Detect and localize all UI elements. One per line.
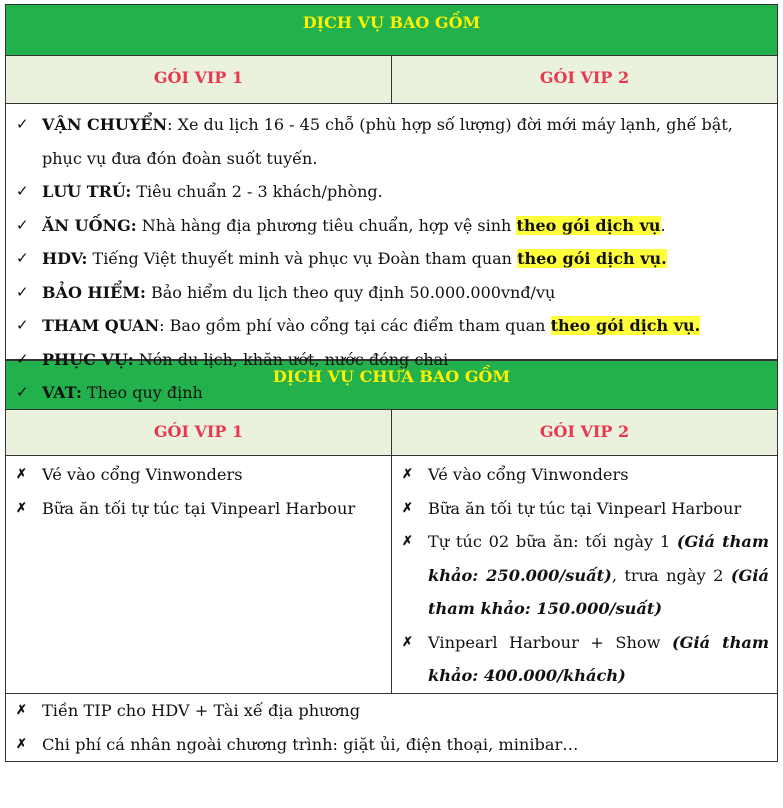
cross-icon: ✗ bbox=[402, 500, 413, 516]
cross-icon: ✗ bbox=[402, 634, 413, 650]
item-text: Vé vào cổng Vinwonders bbox=[428, 465, 629, 484]
check-icon: ✓ bbox=[16, 282, 29, 301]
vip2-excluded-list bbox=[392, 456, 777, 693]
item-key: LƯU TRÚ: bbox=[42, 182, 132, 201]
item-text: Bao gồm phí vào cổng tại các điểm tham quan bbox=[169, 316, 551, 335]
item-key: VAT: bbox=[42, 383, 82, 402]
list-item bbox=[16, 492, 385, 526]
item-end: . bbox=[660, 215, 666, 235]
item-sep: : bbox=[167, 115, 178, 134]
list-item bbox=[16, 242, 769, 276]
check-icon: ✓ bbox=[16, 115, 29, 133]
excluded-col-vip2: GÓI VIP 2 bbox=[539, 422, 630, 441]
item-key: VẬN CHUYỂN bbox=[42, 115, 168, 134]
list-item bbox=[16, 728, 769, 762]
item-text: Xe du lịch 16 - 45 chỗ (phù hợp số lượng) đời mới máy lạnh, ghế bật, phục vụ đưa đón đoàn suốt tuyến. bbox=[42, 115, 733, 168]
services-table bbox=[5, 4, 778, 762]
included-col-vip2: GÓI VIP 2 bbox=[539, 68, 630, 87]
included-header bbox=[5, 4, 778, 56]
item-key: PHỤC VỤ: bbox=[42, 349, 134, 369]
excluded-title: DỊCH VỤ CHƯA BAO GỒM bbox=[272, 367, 511, 386]
cross-icon: ✗ bbox=[402, 534, 413, 549]
item-text: Bảo hiểm du lịch theo quy định 50.000.000vnđ/vụ bbox=[150, 282, 556, 302]
item-text: Bữa ăn tối tự túc tại Vinpearl Harbour bbox=[428, 498, 742, 518]
check-icon: ✓ bbox=[16, 249, 29, 267]
item-text: Tự túc 02 bữa ăn: tối ngày 1 bbox=[428, 532, 677, 551]
check-icon: ✓ bbox=[16, 383, 29, 401]
excluded-col-vip1: GÓI VIP 1 bbox=[6, 410, 392, 455]
price-note: (Giá tham khảo: 150.000/suất) bbox=[428, 565, 769, 618]
list-item bbox=[402, 458, 769, 492]
item-key: ĂN UỐNG: bbox=[42, 215, 137, 235]
included-col-vip1: GÓI VIP 1 bbox=[6, 56, 392, 103]
cross-icon: ✗ bbox=[16, 736, 27, 752]
item-key: THAM QUAN bbox=[42, 316, 160, 335]
item-text: Theo quy định bbox=[87, 383, 203, 402]
list-item bbox=[16, 309, 769, 343]
item-text: Chi phí cá nhân ngoài chương trình: giặt ủi, điện thoại, minibar… bbox=[42, 734, 579, 754]
check-icon: ✓ bbox=[16, 182, 29, 200]
highlight-text: theo gói dịch vụ bbox=[516, 215, 661, 235]
cross-icon: ✗ bbox=[402, 467, 413, 482]
list-item bbox=[402, 525, 769, 626]
item-text: Bữa ăn tối tự túc tại Vinpearl Harbour bbox=[42, 498, 356, 518]
list-item bbox=[16, 108, 769, 175]
item-sep: : bbox=[159, 316, 170, 335]
highlight-text: theo gói dịch vụ. bbox=[517, 249, 667, 268]
check-icon: ✓ bbox=[16, 215, 29, 234]
price-note: (Giá tham khảo: 400.000/khách) bbox=[428, 632, 769, 685]
item-text: Nón du lịch, khăn ướt, nước đóng chai bbox=[138, 349, 449, 369]
item-text: , trưa ngày 2 bbox=[611, 565, 731, 585]
list-item bbox=[402, 626, 769, 693]
price-note: (Giá tham khảo: 250.000/suất) bbox=[428, 532, 769, 585]
list-item bbox=[402, 492, 769, 526]
cross-icon: ✗ bbox=[16, 500, 27, 516]
check-icon: ✓ bbox=[16, 349, 29, 368]
cross-icon: ✗ bbox=[16, 467, 27, 482]
list-item bbox=[16, 694, 769, 728]
excluded-common-list bbox=[5, 694, 778, 762]
list-item bbox=[16, 276, 769, 310]
list-item bbox=[16, 458, 385, 492]
vip1-excluded-list bbox=[6, 456, 392, 693]
item-text: Tiền TIP cho HDV + Tài xế địa phương bbox=[42, 701, 361, 720]
list-item bbox=[16, 209, 769, 243]
included-subheader bbox=[5, 56, 778, 104]
item-text: Vinpearl Harbour + Show bbox=[428, 632, 673, 652]
item-key: HDV: bbox=[42, 249, 88, 268]
check-icon: ✓ bbox=[16, 316, 29, 334]
item-text: Nhà hàng địa phương tiêu chuẩn, hợp vệ sinh bbox=[141, 215, 517, 235]
item-text: Tiếng Việt thuyết minh và phục vụ Đoàn tham quan bbox=[92, 249, 518, 268]
list-item bbox=[16, 175, 769, 209]
excluded-columns bbox=[5, 456, 778, 694]
item-key: BẢO HIỂM: bbox=[42, 282, 146, 302]
highlight-text: theo gói dịch vụ. bbox=[550, 316, 701, 335]
cross-icon: ✗ bbox=[16, 703, 27, 718]
excluded-subheader bbox=[5, 410, 778, 456]
included-title: DỊCH VỤ BAO GỒM bbox=[302, 13, 481, 32]
item-text: Tiêu chuẩn 2 - 3 khách/phòng. bbox=[136, 182, 383, 201]
item-text: Vé vào cổng Vinwonders bbox=[42, 465, 243, 484]
